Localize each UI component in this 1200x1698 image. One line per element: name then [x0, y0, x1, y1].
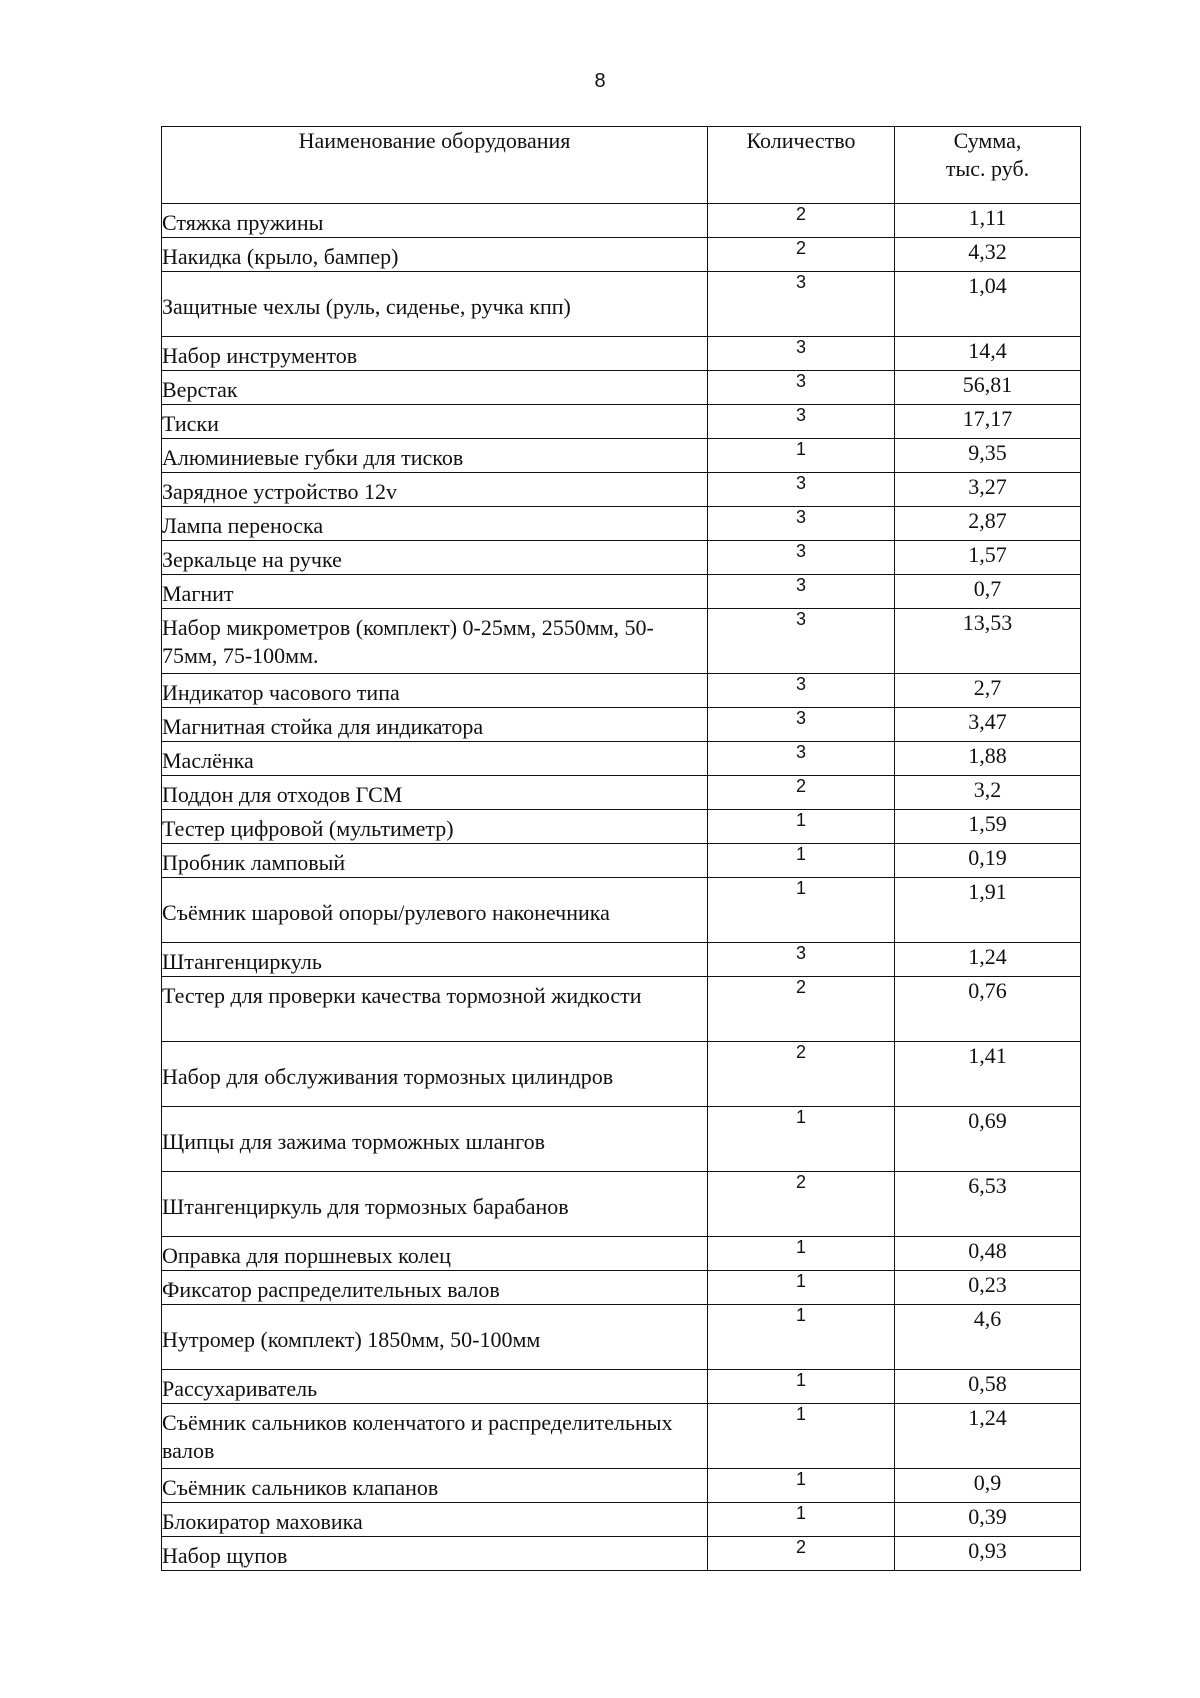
table-row	[162, 575, 1081, 609]
cell-quantity: 1	[708, 844, 895, 878]
cell-sum: 0,19	[895, 844, 1081, 878]
cell-name	[162, 1469, 708, 1503]
cell-quantity: 2	[708, 204, 895, 238]
cell-quantity: 2	[708, 1172, 895, 1237]
equipment-name: Нутромер (комплект) 1850мм, 50-100мм	[162, 1327, 541, 1352]
table-row	[162, 1237, 1081, 1271]
cell-sum: 17,17	[895, 405, 1081, 439]
equipment-name: Индикатор часового типа	[162, 680, 400, 705]
cell-sum: 1,41	[895, 1042, 1081, 1107]
cell-quantity: 3	[708, 575, 895, 609]
table-row	[162, 473, 1081, 507]
cell-name	[162, 1503, 708, 1537]
cell-name	[162, 1107, 708, 1172]
cell-name	[162, 776, 708, 810]
cell-name	[162, 439, 708, 473]
table-row	[162, 371, 1081, 405]
cell-quantity: 3	[708, 541, 895, 575]
cell-quantity: 2	[708, 977, 895, 1042]
cell-quantity: 1	[708, 1370, 895, 1404]
cell-sum: 1,04	[895, 272, 1081, 337]
equipment-name: Съёмник шаровой опоры/рулевого наконечника	[162, 900, 610, 925]
cell-sum: 4,6	[895, 1305, 1081, 1370]
table-row	[162, 1107, 1081, 1172]
cell-quantity: 1	[708, 1237, 895, 1271]
cell-name	[162, 674, 708, 708]
table-row	[162, 1172, 1081, 1237]
header-name: Наименование оборудования	[162, 127, 708, 204]
cell-sum: 0,48	[895, 1237, 1081, 1271]
cell-quantity: 3	[708, 405, 895, 439]
cell-sum: 13,53	[895, 609, 1081, 674]
cell-sum: 1,88	[895, 742, 1081, 776]
cell-name	[162, 473, 708, 507]
cell-name	[162, 541, 708, 575]
cell-quantity: 3	[708, 473, 895, 507]
cell-name	[162, 1172, 708, 1237]
cell-name	[162, 1537, 708, 1571]
cell-name	[162, 708, 708, 742]
cell-quantity: 1	[708, 439, 895, 473]
cell-sum: 4,32	[895, 238, 1081, 272]
cell-quantity: 3	[708, 507, 895, 541]
cell-quantity: 3	[708, 371, 895, 405]
cell-name	[162, 1271, 708, 1305]
cell-name	[162, 1305, 708, 1370]
equipment-name: Набор для обслуживания тормозных цилиндров	[162, 1064, 614, 1089]
table-row	[162, 238, 1081, 272]
table-row	[162, 674, 1081, 708]
cell-quantity: 3	[708, 272, 895, 337]
equipment-name: Зеркальце на ручке	[162, 547, 342, 572]
cell-quantity: 1	[708, 1305, 895, 1370]
table-row	[162, 776, 1081, 810]
cell-name	[162, 507, 708, 541]
cell-quantity: 3	[708, 337, 895, 371]
table-row	[162, 609, 1081, 674]
equipment-name: Набор инструментов	[162, 343, 358, 368]
equipment-name: Маслёнка	[162, 748, 254, 773]
table-row	[162, 977, 1081, 1042]
table-row	[162, 507, 1081, 541]
cell-sum: 56,81	[895, 371, 1081, 405]
cell-sum: 3,47	[895, 708, 1081, 742]
cell-quantity: 2	[708, 776, 895, 810]
equipment-name: Набор микрометров (комплект) 0-25мм, 2550мм, 50-75мм, 75-100мм.	[162, 615, 654, 668]
cell-name	[162, 575, 708, 609]
cell-sum: 0,69	[895, 1107, 1081, 1172]
cell-name	[162, 977, 708, 1042]
equipment-name: Штангенциркуль для тормозных барабанов	[162, 1194, 569, 1219]
cell-name	[162, 371, 708, 405]
cell-sum: 1,57	[895, 541, 1081, 575]
equipment-name: Верстак	[162, 377, 238, 402]
cell-sum: 14,4	[895, 337, 1081, 371]
table-row	[162, 708, 1081, 742]
cell-sum: 1,91	[895, 878, 1081, 943]
table-row	[162, 742, 1081, 776]
cell-name	[162, 810, 708, 844]
cell-quantity: 1	[708, 878, 895, 943]
table-row	[162, 405, 1081, 439]
cell-sum: 1,11	[895, 204, 1081, 238]
table-row	[162, 541, 1081, 575]
table-row	[162, 943, 1081, 977]
equipment-name: Поддон для отходов ГСМ	[162, 782, 403, 807]
header-sum-line1: Сумма,	[953, 128, 1022, 153]
table-row	[162, 1271, 1081, 1305]
equipment-name: Оправка для поршневых колец	[162, 1243, 451, 1268]
cell-name	[162, 204, 708, 238]
table-row	[162, 1537, 1081, 1571]
cell-sum: 0,23	[895, 1271, 1081, 1305]
equipment-name: Фиксатор распределительных валов	[162, 1277, 500, 1302]
equipment-name: Блокиратор маховика	[162, 1509, 363, 1534]
cell-quantity: 1	[708, 1404, 895, 1469]
cell-quantity: 2	[708, 238, 895, 272]
cell-quantity: 1	[708, 1271, 895, 1305]
cell-name	[162, 238, 708, 272]
table-row	[162, 1469, 1081, 1503]
cell-quantity: 1	[708, 810, 895, 844]
cell-name	[162, 742, 708, 776]
cell-quantity: 1	[708, 1503, 895, 1537]
equipment-table	[161, 126, 1081, 1571]
equipment-name: Накидка (крыло, бампер)	[162, 244, 399, 269]
table-row	[162, 204, 1081, 238]
cell-sum: 0,7	[895, 575, 1081, 609]
table-row	[162, 272, 1081, 337]
equipment-name: Тиски	[162, 411, 219, 436]
table-row	[162, 810, 1081, 844]
equipment-name: Тестер для проверки качества тормозной жидкости	[162, 983, 642, 1008]
equipment-name: Штангенциркуль	[162, 949, 322, 974]
table-row	[162, 1305, 1081, 1370]
header-quantity: Количество	[708, 127, 895, 204]
cell-quantity: 1	[708, 1469, 895, 1503]
table-body	[162, 204, 1081, 1571]
cell-quantity: 3	[708, 708, 895, 742]
table-row	[162, 1503, 1081, 1537]
equipment-name: Рассухариватель	[162, 1376, 318, 1401]
equipment-name: Магнит	[162, 581, 234, 606]
page-number: 8	[594, 70, 606, 92]
equipment-name: Набор щупов	[162, 1543, 288, 1568]
cell-quantity: 1	[708, 1107, 895, 1172]
cell-quantity: 3	[708, 943, 895, 977]
cell-sum: 9,35	[895, 439, 1081, 473]
table-row	[162, 878, 1081, 943]
cell-sum: 3,2	[895, 776, 1081, 810]
cell-name	[162, 337, 708, 371]
cell-name	[162, 844, 708, 878]
cell-quantity: 3	[708, 742, 895, 776]
table-row	[162, 337, 1081, 371]
cell-name	[162, 609, 708, 674]
equipment-name: Магнитная стойка для индикатора	[162, 714, 484, 739]
cell-name	[162, 1370, 708, 1404]
table-row	[162, 1042, 1081, 1107]
cell-name	[162, 1237, 708, 1271]
cell-name	[162, 943, 708, 977]
equipment-name: Съёмник сальников клапанов	[162, 1475, 439, 1500]
equipment-name: Съёмник сальников коленчатого и распределительных валов	[162, 1410, 673, 1463]
cell-sum: 3,27	[895, 473, 1081, 507]
cell-sum: 0,76	[895, 977, 1081, 1042]
cell-sum: 0,58	[895, 1370, 1081, 1404]
cell-sum: 1,24	[895, 1404, 1081, 1469]
table-row	[162, 1404, 1081, 1469]
equipment-name: Защитные чехлы (руль, сиденье, ручка кпп)	[162, 294, 571, 319]
table-header-row	[162, 127, 1081, 204]
cell-sum: 1,24	[895, 943, 1081, 977]
cell-sum: 2,7	[895, 674, 1081, 708]
cell-quantity: 2	[708, 1042, 895, 1107]
cell-name	[162, 1042, 708, 1107]
header-sum-line2: тыс. руб.	[945, 156, 1030, 181]
table-row	[162, 439, 1081, 473]
header-sum	[895, 127, 1081, 204]
cell-name	[162, 1404, 708, 1469]
cell-sum: 1,59	[895, 810, 1081, 844]
equipment-name: Лампа переноска	[162, 513, 324, 538]
cell-sum: 6,53	[895, 1172, 1081, 1237]
equipment-name: Тестер цифровой (мультиметр)	[162, 816, 454, 841]
cell-sum: 0,93	[895, 1537, 1081, 1571]
cell-sum: 0,39	[895, 1503, 1081, 1537]
equipment-name: Стяжка пружины	[162, 210, 324, 235]
cell-quantity: 3	[708, 609, 895, 674]
cell-quantity: 3	[708, 674, 895, 708]
equipment-name: Алюминиевые губки для тисков	[162, 445, 464, 470]
cell-sum: 2,87	[895, 507, 1081, 541]
cell-name	[162, 878, 708, 943]
cell-name	[162, 272, 708, 337]
equipment-name: Пробник ламповый	[162, 850, 346, 875]
equipment-name: Зарядное устройство 12v	[162, 479, 397, 504]
equipment-name: Щипцы для зажима торможных шлангов	[162, 1129, 545, 1154]
table-row	[162, 844, 1081, 878]
cell-name	[162, 405, 708, 439]
table-row	[162, 1370, 1081, 1404]
cell-quantity: 2	[708, 1537, 895, 1571]
cell-sum: 0,9	[895, 1469, 1081, 1503]
